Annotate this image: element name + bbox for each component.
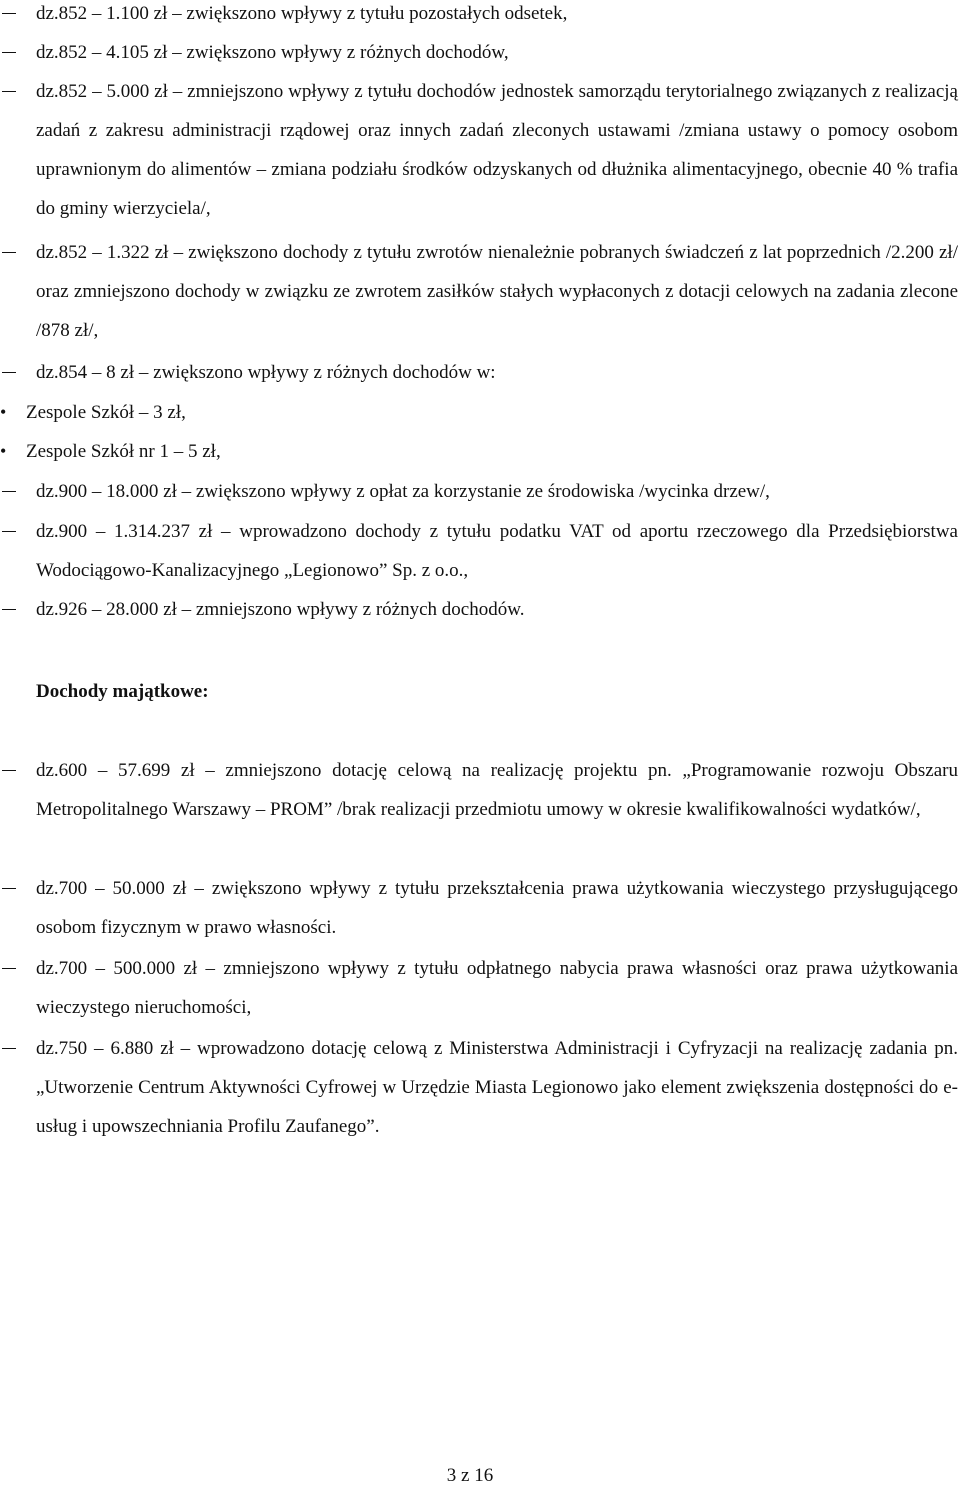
list-item [0, 33, 958, 72]
dash-icon [2, 968, 16, 969]
bullet-item [0, 432, 958, 471]
list-item-text: dz.852 – 5.000 zł – zmniejszono wpływy z tytułu dochodów jednostek samorządu terytorialnego związanych z realizacją zadań z zakresu administracji rządowej oraz innych zadań zleconych ustawami /zmiana ustawy o pomocy osobom uprawnionym do alimentów – zmiana podziału środków odzyskanych od dłużnika alimentacyjnego, obecnie 40 % trafia do gminy wierzyciela/, [36, 81, 958, 219]
bullet-item-text: Zespole Szkół – 3 zł, [26, 402, 186, 423]
dash-icon [2, 531, 16, 532]
list-item-text: dz.600 – 57.699 zł – zmniejszono dotację celową na realizację projektu pn. „Programowanie rozwoju Obszaru Metropolitalnego Warszawy – PROM” /brak realizacji przedmiotu umowy w okresie kwalifikowalności wydatków/, [36, 760, 958, 820]
list-item [0, 869, 958, 947]
list-item-text: dz.900 – 1.314.237 zł – wprowadzono dochody z tytułu podatku VAT od aportu rzeczowego dla Przedsiębiorstwa Wodociągowo-Kanalizacyjnego „Legionowo” Sp. z o.o., [36, 521, 958, 581]
list-item-text: dz.852 – 4.105 zł – zwiększono wpływy z różnych dochodów, [36, 42, 509, 63]
list-item [0, 512, 958, 590]
list-item-text: dz.750 – 6.880 zł – wprowadzono dotację celową z Ministerstwa Administracji i Cyfryzacji na realizację zadania pn. „Utworzenie Centrum Aktywności Cyfrowej w Urzędzie Miasta Legionowo jako element zwiększenia dostępności do e-usług i upowszechniania Profilu Zaufanego”. [36, 1038, 958, 1137]
list-item [0, 590, 958, 629]
dash-icon [2, 252, 16, 253]
list-item [0, 472, 958, 511]
section-heading: Dochody majątkowe: [36, 681, 209, 702]
list-item [0, 353, 958, 392]
list-item-text: dz.700 – 500.000 zł – zmniejszono wpływy z tytułu odpłatnego nabycia prawa własności oraz prawa użytkowania wieczystego nieruchomości, [36, 958, 958, 1018]
dash-icon [2, 888, 16, 889]
bullet-item-text: Zespole Szkół nr 1 – 5 zł, [26, 441, 221, 462]
list-item [0, 233, 958, 350]
list-item [0, 72, 958, 228]
list-item [0, 949, 958, 1027]
list-item-text: dz.852 – 1.100 zł – zwiększono wpływy z tytułu pozostałych odsetek, [36, 3, 568, 24]
list-item-text: dz.926 – 28.000 zł – zmniejszono wpływy z różnych dochodów. [36, 599, 525, 620]
dash-icon [2, 372, 16, 373]
page-number: 3 z 16 [446, 1465, 494, 1486]
list-item [0, 0, 958, 33]
dash-icon [2, 491, 16, 492]
dash-icon [2, 1048, 16, 1049]
list-item-text: dz.854 – 8 zł – zwiększono wpływy z różnych dochodów w: [36, 362, 496, 383]
list-item-text: dz.700 – 50.000 zł – zwiększono wpływy z tytułu przekształcenia prawa użytkowania wieczystego przysługującego osobom fizycznym w prawo własności. [36, 878, 958, 938]
list-item [0, 1029, 958, 1146]
list-item-text: dz.852 – 1.322 zł – zwiększono dochody z tytułu zwrotów nienależnie pobranych świadczeń z lat poprzednich /2.200 zł/ oraz zmniejszono dochody w związku ze zwrotem zasiłków stałych wypłaconych z dotacji celowych na zadania zlecone /878 zł/, [36, 242, 958, 341]
bullet-item [0, 393, 958, 432]
bullet-icon: • [0, 402, 7, 422]
dash-icon [2, 609, 16, 610]
list-item [0, 751, 958, 829]
dash-icon [2, 770, 16, 771]
bullet-icon: • [0, 441, 7, 461]
list-item-text: dz.900 – 18.000 zł – zwiększono wpływy z opłat za korzystanie ze środowiska /wycinka drzew/, [36, 481, 770, 502]
dash-icon [2, 52, 16, 53]
dash-icon [2, 13, 16, 14]
dash-icon [2, 91, 16, 92]
